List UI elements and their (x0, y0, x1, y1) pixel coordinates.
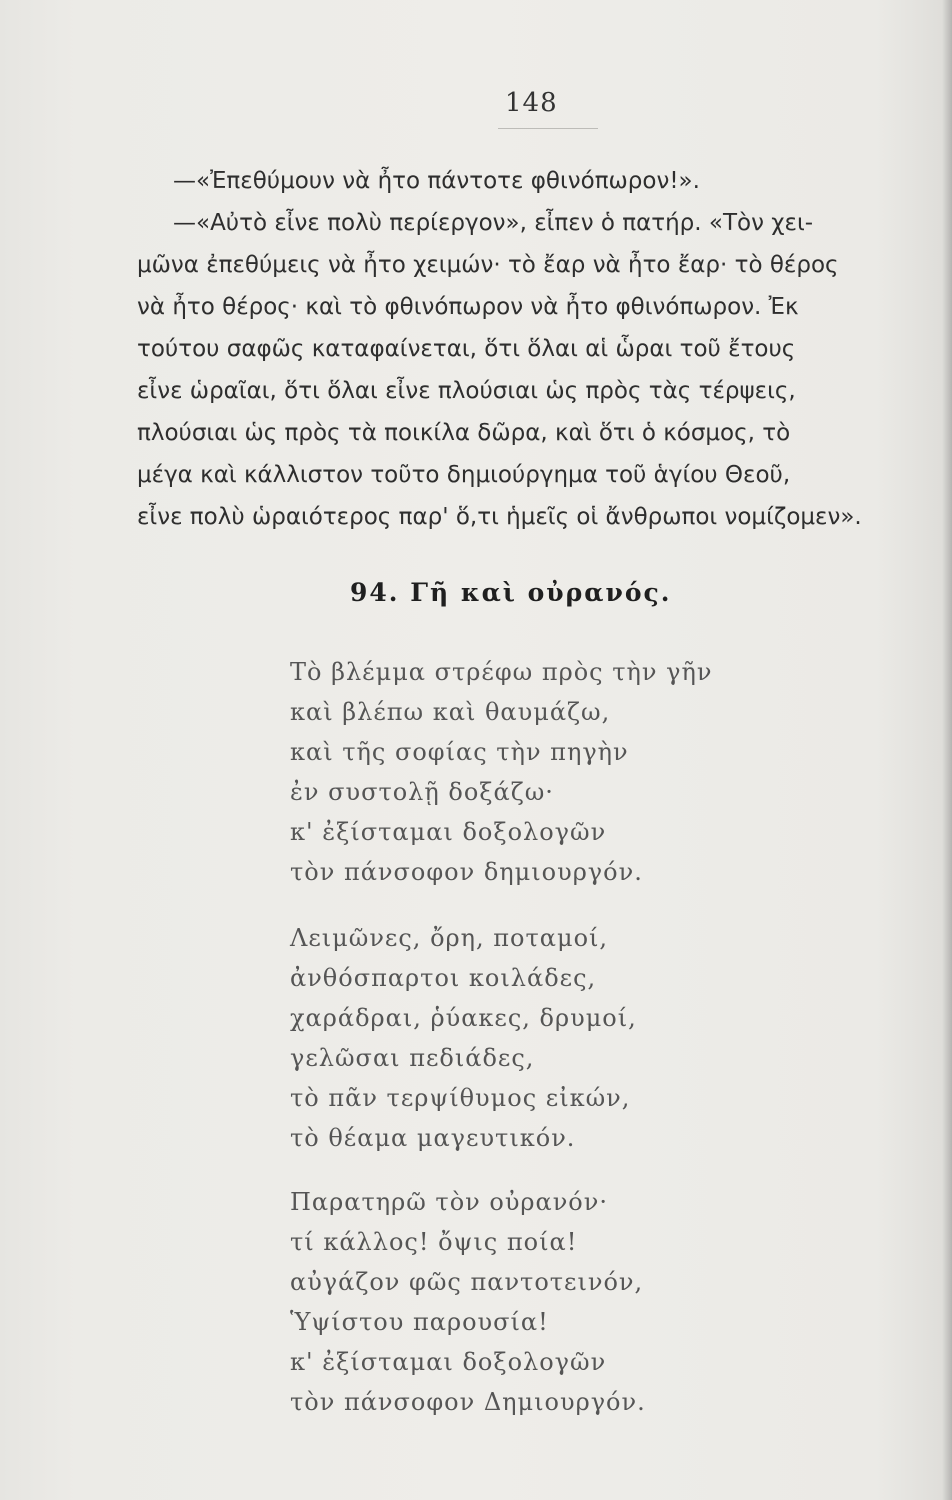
poem-line: κ' ἐξίσταμαι δοξολογῶν (290, 1348, 607, 1376)
prose-line: τούτου σαφῶς καταφαίνεται, ὅτι ὅλαι αἱ ὧραι τοῦ ἔτους (137, 336, 796, 362)
poem-line: γελῶσαι πεδιάδες, (290, 1044, 535, 1072)
poem-line: αὐγάζον φῶς παντοτεινόν, (290, 1268, 644, 1296)
prose-line: —«Ἐπεθύμουν νὰ ἦτο πάντοτε φθινόπωρον!». (173, 168, 700, 194)
poem-line: καὶ τῆς σοφίας τὴν πηγὴν (290, 738, 629, 766)
poem-line: ἐν συστολῇ δοξάζω· (290, 778, 554, 806)
page-number: 148 (505, 88, 558, 118)
poem-line: ἀνθόσπαρτοι κοιλάδες, (290, 964, 597, 992)
page-edge-shadow (942, 0, 952, 1500)
prose-line: νὰ ἦτο θέρος· καὶ τὸ φθινόπωρον νὰ ἦτο φθινόπωρον. Ἐκ (137, 294, 799, 320)
prose-line: μέγα καὶ κάλλιστον τοῦτο δημιούργημα τοῦ ἁγίου Θεοῦ, (137, 462, 791, 488)
poem-line: τὸ θέαμα μαγευτικόν. (290, 1124, 576, 1152)
poem-line: καὶ βλέπω καὶ θαυμάζω, (290, 698, 611, 726)
section-heading: 94. Γῆ καὶ οὐρανός. (350, 578, 672, 607)
poem-line: Λειμῶνες, ὄρη, ποταμοί, (290, 924, 609, 952)
prose-line: —«Αὐτὸ εἶνε πολὺ περίεργον», εἶπεν ὁ πατήρ. «Τὸν χει- (173, 210, 814, 236)
poem-line: τί κάλλος! ὄψις ποία! (290, 1228, 578, 1256)
page-number-rule (498, 128, 598, 129)
prose-block (137, 160, 927, 538)
poem-line: χαράδραι, ῥύακες, δρυμοί, (290, 1004, 637, 1032)
poem-line: τὸ πᾶν τερψίθυμος εἰκών, (290, 1084, 631, 1112)
poem-line: τὸν πάνσοφον Δημιουργόν. (290, 1388, 646, 1416)
prose-line: εἶνε ὡραῖαι, ὅτι ὅλαι εἶνε πλούσιαι ὡς πρὸς τὰς τέρψεις, (137, 378, 796, 404)
prose-line: εἶνε πολὺ ὡραιότερος παρ' ὅ,τι ἡμεῖς οἱ ἄνθρωποι νομίζομεν». (137, 504, 862, 530)
poem-line: κ' ἐξίσταμαι δοξολογῶν (290, 818, 607, 846)
prose-line: μῶνα ἐπεθύμεις νὰ ἦτο χειμών· τὸ ἔαρ νὰ ἦτο ἔαρ· τὸ θέρος (137, 252, 839, 278)
poem-line: Παρατηρῶ τὸν οὐρανόν· (290, 1188, 608, 1216)
poem-line: Ὑψίστου παρουσία! (290, 1308, 549, 1336)
poem-stanza-1 (290, 652, 890, 892)
poem-stanza-3 (290, 1182, 890, 1422)
poem-stanza-2 (290, 918, 890, 1158)
poem-line: Τὸ βλέμμα στρέφω πρὸς τὴν γῆν (290, 658, 713, 686)
poem-line: τὸν πάνσοφον δημιουργόν. (290, 858, 643, 886)
prose-line: πλούσιαι ὡς πρὸς τὰ ποικίλα δῶρα, καὶ ὅτι ὁ κόσμος, τὸ (137, 420, 791, 446)
